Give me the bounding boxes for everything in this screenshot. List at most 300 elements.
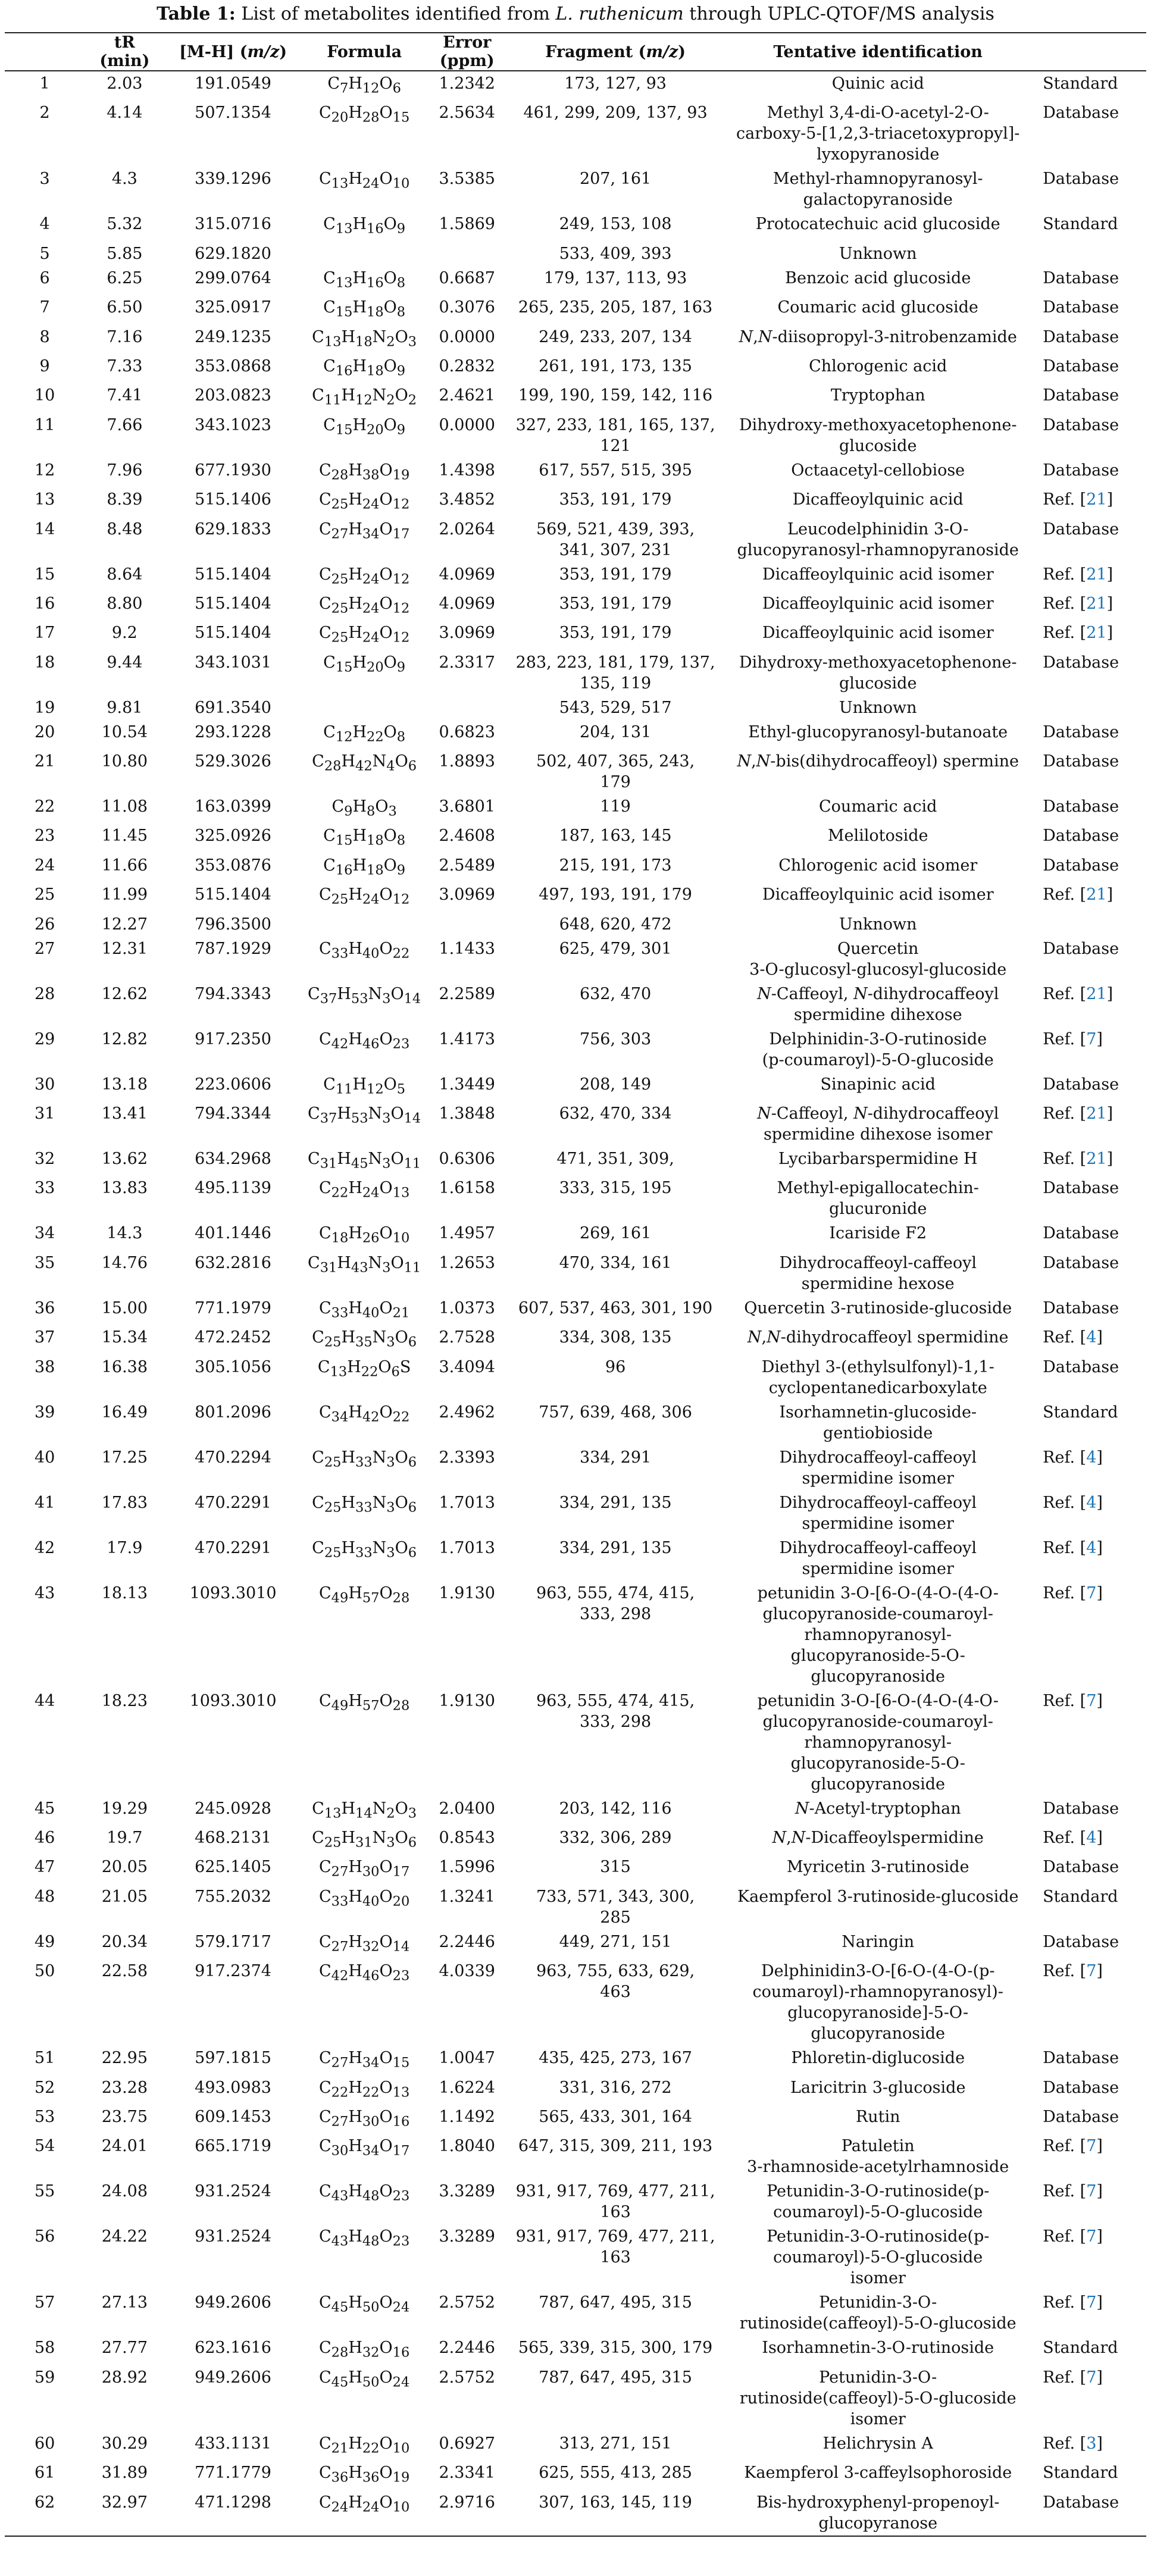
source-cell[interactable]: Database [1043, 461, 1119, 480]
error-cell: 1.0047 [439, 2049, 495, 2068]
formula-cell: $C_{22}H_{24}O_{13}$ [319, 1179, 410, 1201]
number-cell: 41 [34, 1493, 55, 1512]
header-identification: Tentative identification [724, 33, 1032, 71]
retention-time-cell: 12.82 [101, 1029, 148, 1048]
error-cell: 2.3393 [439, 1448, 495, 1467]
reference-link[interactable]: 21 [1086, 984, 1107, 1003]
error-cell: 1.0373 [439, 1298, 495, 1317]
source-cell[interactable]: Database [1043, 752, 1119, 771]
reference-link[interactable]: 7 [1086, 1583, 1097, 1602]
fragment-cell: 332, 306, 289 [559, 1828, 672, 1847]
fragment-cell: 533, 409, 393 [559, 244, 672, 263]
source-cell[interactable]: Database [1043, 1075, 1119, 1094]
retention-time-cell: 15.00 [101, 1298, 148, 1317]
retention-time-cell: 8.64 [107, 565, 143, 584]
formula-cell: $C_{31}H_{45}N_3O_{11}$ [308, 1150, 421, 1172]
fragment-cell: 632, 470, 334 [559, 1104, 672, 1123]
source-cell[interactable]: Ref. [4] [1043, 1328, 1103, 1347]
reference-link[interactable]: 21 [1086, 490, 1107, 509]
formula-cell: $C_{15}H_{18}O_8$ [323, 298, 406, 320]
identification-cell: Unknown [839, 698, 917, 717]
reference-link[interactable]: 4 [1086, 1493, 1097, 1512]
error-cell [427, 242, 507, 266]
identification-cell: Dihydrocaffeoyl-caffeoyl spermidine hexose [779, 1253, 977, 1293]
number-cell: 34 [34, 1224, 55, 1243]
fragment-cell: 283, 223, 181, 179, 137, 135, 119 [515, 653, 715, 693]
table-row [5, 1101, 1146, 1147]
reference-link[interactable]: 7 [1086, 2182, 1097, 2201]
source-cell[interactable]: Database [1043, 1799, 1119, 1818]
source-cell[interactable]: Ref. [7] [1043, 2293, 1103, 2312]
reference-link[interactable]: 21 [1086, 1104, 1107, 1123]
mass-cell: 794.3344 [195, 1104, 271, 1123]
retention-time-cell: 20.34 [101, 1932, 148, 1951]
error-cell: 3.5385 [439, 170, 495, 189]
source-cell[interactable]: Database [1043, 519, 1119, 539]
source-cell[interactable] [1032, 242, 1146, 266]
source-cell[interactable]: Database [1043, 2107, 1119, 2126]
retention-time-cell: 10.54 [101, 722, 148, 741]
mass-cell: 343.1031 [195, 653, 271, 672]
mass-cell: 470.2291 [195, 1538, 271, 1557]
table-row [5, 2134, 1146, 2179]
formula-cell: $C_{43}H_{48}O_{23}$ [319, 2182, 410, 2204]
formula-cell: $C_{13}H_{16}O_9$ [323, 215, 406, 237]
source-cell[interactable]: Database [1043, 1224, 1119, 1243]
formula-cell: $C_{34}H_{42}O_{22}$ [319, 1403, 410, 1425]
reference-link[interactable]: 21 [1086, 885, 1107, 904]
table-row [5, 71, 1146, 101]
error-cell: 2.0264 [439, 519, 495, 539]
formula-cell: $C_{37}H_{53}N_3O_{14}$ [308, 1104, 421, 1126]
error-cell: 3.4094 [439, 1357, 495, 1376]
mass-cell: 223.0606 [195, 1075, 271, 1094]
retention-time-cell: 15.34 [101, 1328, 148, 1347]
retention-time-cell: 9.2 [111, 624, 137, 643]
table-row [5, 882, 1146, 912]
source-cell[interactable]: Ref. [4] [1043, 1538, 1103, 1557]
table-row [5, 562, 1146, 591]
fragment-cell: 353, 191, 179 [559, 624, 672, 643]
caption-species: L. ruthenicum [555, 4, 684, 24]
source-cell[interactable]: Standard [1043, 2464, 1118, 2483]
fragment-cell: 625, 555, 413, 285 [539, 2464, 692, 2483]
mass-cell: 493.0983 [195, 2078, 271, 2097]
retention-time-cell: 11.66 [101, 856, 148, 875]
source-cell[interactable]: Ref. [7] [1043, 2227, 1103, 2246]
formula-cell: $C_{27}H_{34}O_{17}$ [319, 519, 410, 542]
error-cell: 1.1492 [439, 2107, 495, 2126]
fragment-cell: 931, 917, 769, 477, 211, 163 [515, 2182, 715, 2222]
formula-cell: $C_{45}H_{50}O_{24}$ [319, 2293, 410, 2315]
number-cell: 53 [34, 2107, 55, 2126]
mass-cell: 305.1056 [195, 1357, 271, 1376]
identification-cell: N-Caffeoyl, N-dihydrocaffeoyl spermidine dihexose isomer [757, 1104, 999, 1144]
formula-cell: $C_{49}H_{57}O_{28}$ [319, 1691, 410, 1713]
number-cell: 15 [34, 565, 55, 584]
table-row [5, 2431, 1146, 2461]
number-cell: 57 [34, 2293, 55, 2312]
error-cell: 1.5996 [439, 1858, 495, 1877]
table-row [5, 1491, 1146, 1536]
number-cell: 7 [39, 298, 50, 317]
number-cell: 13 [34, 490, 55, 509]
table-row [5, 2290, 1146, 2336]
identification-cell: N-Acetyl-tryptophan [795, 1799, 961, 1818]
source-cell[interactable]: Standard [1043, 1403, 1118, 1422]
header-error: Error (ppm) [427, 33, 507, 71]
retention-time-cell: 2.03 [107, 74, 143, 93]
number-cell: 55 [34, 2182, 55, 2201]
source-cell[interactable]: Database [1043, 827, 1119, 846]
mass-cell: 787.1929 [195, 939, 271, 958]
error-cell: 2.4621 [439, 386, 495, 405]
identification-cell: Diethyl 3-(ethylsulfonyl)-1,1- cyclopentanedicarboxylate [761, 1357, 994, 1397]
table-row [5, 1072, 1146, 1101]
reference-link[interactable]: 3 [1086, 2434, 1097, 2453]
table-row [5, 266, 1146, 295]
source-cell[interactable]: Database [1043, 386, 1119, 405]
retention-time-cell: 19.29 [101, 1799, 148, 1818]
fragment-cell: 334, 291 [579, 1448, 652, 1467]
reference-link[interactable]: 7 [1086, 2293, 1097, 2312]
header-source [1032, 33, 1146, 71]
fragment-cell: 204, 131 [579, 722, 652, 741]
reference-link[interactable]: 21 [1086, 565, 1107, 584]
formula-cell: $C_{28}H_{42}N_4O_6$ [312, 752, 417, 774]
number-cell: 47 [34, 1858, 55, 1877]
number-cell: 18 [34, 653, 55, 672]
source-cell[interactable]: Ref. [3] [1043, 2434, 1103, 2453]
reference-link[interactable]: 7 [1086, 1691, 1097, 1710]
retention-time-cell: 13.62 [101, 1150, 148, 1169]
mass-cell: 917.2350 [195, 1029, 271, 1048]
error-cell: 2.4962 [439, 1403, 495, 1422]
reference-link[interactable]: 21 [1086, 1150, 1107, 1169]
error-cell: 0.6823 [439, 722, 495, 741]
fragment-cell: 269, 161 [579, 1224, 652, 1243]
source-cell[interactable]: Ref. [21] [1043, 624, 1114, 643]
formula-cell: $C_{33}H_{40}O_{22}$ [319, 939, 410, 962]
source-cell[interactable]: Ref. [7] [1043, 1029, 1103, 1048]
error-cell: 1.2653 [439, 1253, 495, 1272]
error-cell: 3.3289 [439, 2227, 495, 2246]
table-row [5, 1930, 1146, 1959]
mass-cell: 949.2606 [195, 2368, 271, 2387]
table-row [5, 1689, 1146, 1796]
formula-cell: $C_{27}H_{30}O_{17}$ [319, 1858, 410, 1880]
mass-cell: 801.2096 [195, 1403, 271, 1422]
number-cell: 50 [34, 1962, 55, 1981]
identification-cell: N,N-bis(dihydrocaffeoyl) spermine [737, 752, 1019, 771]
mass-cell: 771.1779 [195, 2464, 271, 2483]
error-cell [427, 912, 507, 937]
number-cell: 19 [34, 698, 55, 717]
source-cell[interactable]: Database [1043, 298, 1119, 317]
identification-cell: Methyl-rhamnopyranosyl- galactopyranoside [772, 170, 983, 209]
mass-cell: 579.1717 [195, 1932, 271, 1951]
retention-time-cell: 17.9 [107, 1538, 143, 1557]
mass-cell: 634.2968 [195, 1150, 271, 1169]
identification-cell: Dihydrocaffeoyl-caffeoyl spermidine isomer [779, 1448, 977, 1488]
error-cell: 2.3317 [439, 653, 495, 672]
number-cell: 3 [39, 170, 50, 189]
retention-time-cell: 24.01 [101, 2137, 148, 2156]
error-cell: 2.3341 [439, 2464, 495, 2483]
source-cell[interactable] [1032, 912, 1146, 937]
formula-cell: $C_{27}H_{34}O_{15}$ [319, 2049, 410, 2071]
identification-cell: Chlorogenic acid [809, 356, 947, 375]
source-cell[interactable]: Database [1043, 415, 1119, 434]
error-cell: 2.2446 [439, 2339, 495, 2358]
mass-cell: 507.1354 [195, 104, 271, 123]
mass-cell: 315.0716 [195, 215, 271, 234]
table-row [5, 1027, 1146, 1072]
mass-cell: 249.1235 [195, 327, 271, 346]
formula-cell: $C_{18}H_{26}O_{10}$ [319, 1224, 410, 1246]
formula-cell: $C_{25}H_{24}O_{12}$ [319, 885, 410, 907]
mass-cell: 609.1453 [195, 2107, 271, 2126]
retention-time-cell: 4.14 [107, 104, 143, 123]
table-row [5, 1355, 1146, 1400]
table-row [5, 295, 1146, 324]
reference-link[interactable]: 4 [1086, 1328, 1097, 1347]
table-row [5, 982, 1146, 1027]
formula-cell: $C_{25}H_{24}O_{12}$ [319, 624, 410, 646]
source-cell[interactable]: Database [1032, 2490, 1146, 2536]
fragment-cell: 449, 271, 151 [559, 1932, 672, 1951]
source-cell[interactable]: Database [1043, 856, 1119, 875]
error-cell: 2.5634 [439, 104, 495, 123]
identification-cell: Rutin [855, 2107, 900, 2126]
formula-cell: $C_9H_8O_3$ [331, 797, 397, 819]
retention-time-cell: 17.25 [101, 1448, 148, 1467]
source-cell[interactable]: Standard [1043, 74, 1118, 93]
fragment-cell: 261, 191, 173, 135 [539, 356, 692, 375]
formula-cell: $C_{16}H_{18}O_9$ [323, 356, 406, 379]
error-cell: 3.0969 [439, 885, 495, 904]
formula-cell: $C_{31}H_{43}N_3O_{11}$ [308, 1253, 421, 1276]
retention-time-cell: 13.41 [101, 1104, 148, 1123]
source-cell[interactable]: Database [1043, 2078, 1119, 2097]
source-cell[interactable]: Ref. [21] [1043, 984, 1114, 1003]
source-cell[interactable]: Ref. [7] [1043, 2137, 1103, 2156]
error-cell: 2.2446 [439, 1932, 495, 1951]
retention-time-cell: 11.99 [101, 885, 148, 904]
error-cell: 3.3289 [439, 2182, 495, 2201]
caption-text-before: List of metabolites identified from [241, 4, 556, 24]
source-cell[interactable]: Database [1043, 939, 1119, 958]
retention-time-cell: 5.32 [107, 215, 143, 234]
formula-cell: $C_7H_{12}O_6$ [327, 74, 401, 96]
retention-time-cell: 21.05 [101, 1887, 148, 1906]
formula-cell: $C_{20}H_{28}O_{15}$ [319, 104, 410, 126]
fragment-cell: 353, 191, 179 [559, 594, 672, 613]
identification-cell: Phloretin-diglucoside [791, 2049, 965, 2068]
identification-cell: Quercetin 3-rutinoside-glucoside [744, 1298, 1012, 1317]
fragment-cell: 265, 235, 205, 187, 163 [518, 298, 713, 317]
retention-time-cell: 24.22 [101, 2227, 148, 2246]
formula-cell: $C_{25}H_{24}O_{12}$ [319, 490, 410, 512]
identification-cell: petunidin 3-O-[6-O-(4-O-(4-O- glucopyranoside-coumaroyl- rhamnopyranosyl- glucopyranoside-5-O- glucopyranoside [757, 1583, 999, 1686]
source-cell[interactable]: Ref. [4] [1043, 1448, 1103, 1467]
source-cell[interactable]: Standard [1043, 2339, 1118, 2358]
fragment-cell: 647, 315, 309, 211, 193 [518, 2137, 713, 2156]
reference-link[interactable]: 21 [1086, 624, 1107, 643]
error-cell: 0.0000 [439, 327, 495, 346]
table-row [5, 1885, 1146, 1930]
fragment-cell: 461, 299, 209, 137, 93 [523, 104, 708, 123]
table-row [5, 1796, 1146, 1826]
identification-cell: Petunidin-3-O-rutinoside(p- coumaroyl)-5-O-glucoside [767, 2182, 990, 2222]
fragment-cell: 569, 521, 439, 393, 341, 307, 231 [536, 519, 695, 559]
error-cell: 2.7528 [439, 1328, 495, 1347]
identification-cell: Quinic acid [831, 74, 924, 93]
source-cell[interactable]: Database [1043, 327, 1119, 346]
number-cell: 17 [34, 624, 55, 643]
fragment-cell: 787, 647, 495, 315 [539, 2293, 692, 2312]
number-cell: 11 [34, 415, 55, 434]
number-cell: 32 [34, 1150, 55, 1169]
error-cell: 2.4608 [439, 827, 495, 846]
source-cell[interactable]: Database [1043, 1858, 1119, 1877]
source-cell[interactable]: Ref. [21] [1043, 565, 1114, 584]
formula-cell: $C_{42}H_{46}O_{23}$ [319, 1962, 410, 1984]
number-cell: 35 [34, 1253, 55, 1272]
identification-cell: Dihydrocaffeoyl-caffeoyl spermidine isomer [779, 1493, 977, 1533]
identification-cell: Melilotoside [827, 827, 928, 846]
table-row [5, 720, 1146, 749]
source-cell[interactable]: Database [1043, 104, 1119, 123]
formula-cell: $C_{11}H_{12}O_5$ [323, 1075, 406, 1097]
source-cell[interactable]: Standard [1043, 215, 1118, 234]
mass-cell: 515.1404 [195, 565, 271, 584]
formula-cell: $C_{13}H_{14}N_2O_3$ [312, 1799, 417, 1821]
source-cell[interactable]: Ref. [21] [1043, 1104, 1114, 1123]
mass-cell: 597.1815 [195, 2049, 271, 2068]
retention-time-cell: 27.77 [101, 2339, 148, 2358]
source-cell[interactable]: Database [1043, 1357, 1119, 1376]
fragment-cell: 173, 127, 93 [564, 74, 667, 93]
formula-cell: $C_{15}H_{20}O_9$ [323, 653, 406, 675]
source-cell[interactable]: Database [1043, 1253, 1119, 1272]
source-cell[interactable]: Ref. [21] [1043, 1150, 1114, 1169]
identification-cell: Dihydrocaffeoyl-caffeoyl spermidine isomer [779, 1538, 977, 1578]
fragment-cell: 249, 153, 108 [559, 215, 672, 234]
reference-link[interactable]: 21 [1086, 594, 1107, 613]
mass-cell: 796.3500 [195, 915, 271, 934]
reference-link[interactable]: 7 [1086, 2227, 1097, 2246]
retention-time-cell: 9.44 [107, 653, 143, 672]
formula-cell: $C_{21}H_{22}O_{10}$ [319, 2434, 410, 2456]
source-cell[interactable]: Ref. [21] [1043, 490, 1114, 509]
identification-cell: Dihydroxy-methoxyacetophenone- glucoside [739, 653, 1017, 693]
identification-cell: N,N-Dicaffeoylspermidine [772, 1828, 984, 1847]
fragment-cell: 353, 191, 179 [559, 565, 672, 584]
mass-cell: 433.1131 [195, 2434, 271, 2453]
table-row [5, 749, 1146, 794]
reference-link[interactable]: 7 [1086, 1029, 1097, 1048]
reference-link[interactable]: 7 [1086, 2368, 1097, 2387]
reference-link[interactable]: 7 [1086, 1962, 1097, 1981]
source-cell[interactable]: Ref. [4] [1043, 1828, 1103, 1847]
number-cell: 26 [34, 915, 55, 934]
source-cell[interactable]: Ref. [7] [1043, 1691, 1103, 1710]
table-row [5, 937, 1146, 982]
table-row [5, 794, 1146, 824]
reference-link[interactable]: 4 [1086, 1828, 1097, 1847]
identification-cell: Dicaffeoylquinic acid isomer [762, 885, 994, 904]
source-cell[interactable]: Database [1043, 722, 1119, 741]
source-cell[interactable]: Database [1043, 268, 1119, 287]
formula-cell [302, 242, 427, 266]
number-cell: 22 [34, 797, 55, 816]
source-cell[interactable]: Ref. [21] [1043, 885, 1114, 904]
source-cell[interactable]: Ref. [7] [1043, 2368, 1103, 2387]
source-cell[interactable]: Database [1043, 797, 1119, 816]
formula-cell: $C_{33}H_{40}O_{20}$ [319, 1887, 410, 1910]
source-cell[interactable]: Database [1043, 170, 1119, 189]
reference-link[interactable]: 4 [1086, 1448, 1097, 1467]
table-row [5, 1400, 1146, 1445]
identification-cell: Kaempferol 3-rutinoside-glucoside [737, 1887, 1019, 1906]
formula-cell: $C_{24}H_{24}O_{10}$ [302, 2490, 427, 2536]
header-formula: Formula [302, 33, 427, 71]
source-cell[interactable]: Ref. [4] [1043, 1493, 1103, 1512]
fragment-cell: 334, 308, 135 [559, 1328, 672, 1347]
number-cell: 51 [34, 2049, 55, 2068]
source-cell[interactable]: Database [1043, 356, 1119, 375]
source-cell[interactable]: Ref. [7] [1043, 1583, 1103, 1602]
mass-cell: 677.1930 [195, 461, 271, 480]
mass-cell: 293.1228 [195, 722, 271, 741]
identification-cell: Unknown [839, 915, 917, 934]
source-cell[interactable]: Ref. [7] [1043, 2182, 1103, 2201]
retention-time-cell: 22.95 [101, 2049, 148, 2068]
fragment-cell: 249, 233, 207, 134 [539, 327, 692, 346]
error-cell: 2.5489 [439, 856, 495, 875]
number-cell: 62 [5, 2490, 85, 2536]
source-cell[interactable]: Standard [1043, 1887, 1118, 1906]
reference-link[interactable]: 4 [1086, 1538, 1097, 1557]
source-cell[interactable]: Database [1043, 653, 1119, 672]
source-cell[interactable]: Ref. [7] [1043, 1962, 1103, 1981]
number-cell: 46 [34, 1828, 55, 1847]
number-cell: 5 [39, 244, 50, 263]
fragment-cell: 963, 755, 633, 629, 463 [536, 1962, 695, 2002]
retention-time-cell: 4.3 [111, 170, 137, 189]
source-cell[interactable]: Database [1043, 2049, 1119, 2068]
number-cell: 49 [34, 1932, 55, 1951]
source-cell[interactable]: Database [1043, 1179, 1119, 1198]
mass-cell: 245.0928 [195, 1799, 271, 1818]
table-row [5, 2336, 1146, 2365]
formula-cell: $C_{25}H_{24}O_{12}$ [319, 565, 410, 587]
reference-link[interactable]: 7 [1086, 2137, 1097, 2156]
source-cell[interactable]: Database [1043, 1298, 1119, 1317]
source-cell[interactable]: Ref. [21] [1043, 594, 1114, 613]
error-cell: 1.9130 [439, 1691, 495, 1710]
source-cell[interactable]: Database [1043, 1932, 1119, 1951]
fragment-cell: 565, 433, 301, 164 [539, 2107, 692, 2126]
retention-time-cell: 16.49 [101, 1403, 148, 1422]
error-cell: 2.5752 [439, 2293, 495, 2312]
source-cell[interactable] [1032, 696, 1146, 720]
retention-time-cell: 13.83 [101, 1179, 148, 1198]
fragment-cell: 502, 407, 365, 243, 179 [536, 752, 695, 792]
identification-cell: Lycibarbarspermidine H [778, 1150, 978, 1169]
error-cell: 3.4852 [439, 490, 495, 509]
